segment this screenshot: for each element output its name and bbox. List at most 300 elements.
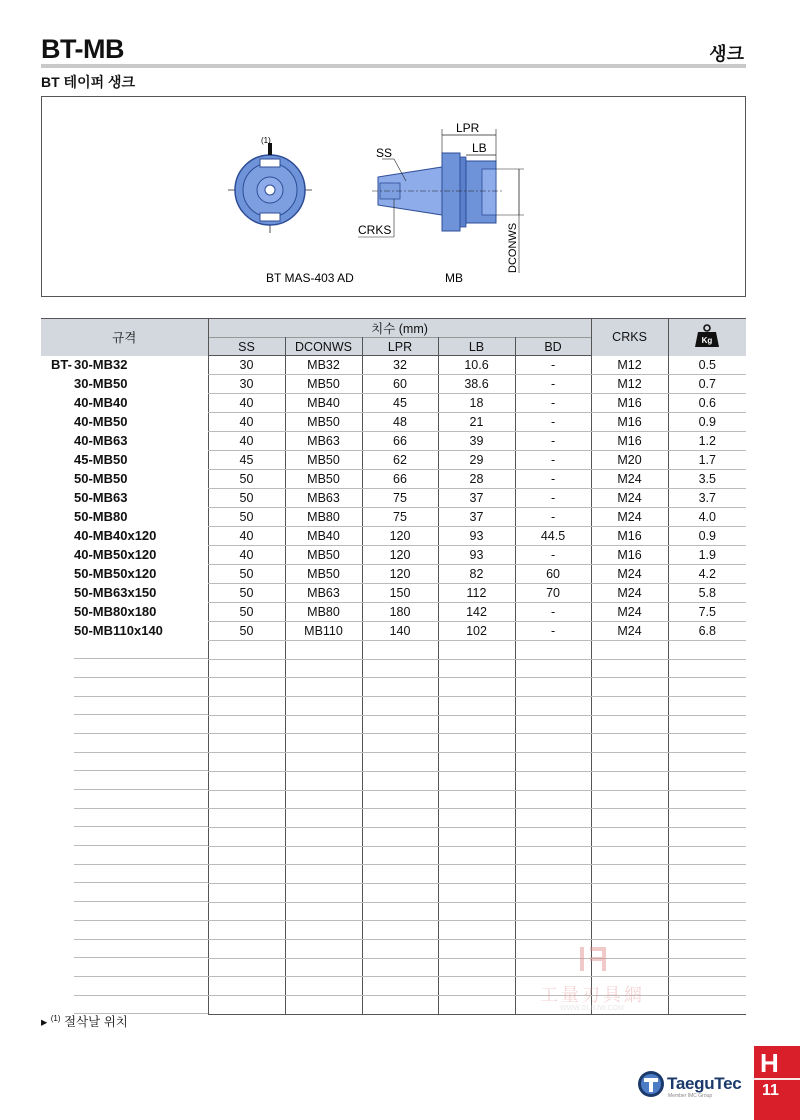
empty-cell	[438, 883, 515, 902]
cell-ss: 50	[208, 470, 285, 489]
cell-lpr: 120	[362, 527, 438, 546]
empty-cell	[41, 977, 208, 996]
cell-ss: 40	[208, 413, 285, 432]
empty-cell	[515, 678, 591, 697]
header-ss: SS	[208, 338, 285, 356]
empty-cell	[285, 697, 362, 716]
table-row	[41, 508, 746, 527]
model-cell	[41, 565, 208, 584]
empty-cell	[668, 734, 746, 753]
cell-dconws: MB32	[285, 356, 362, 375]
empty-cell	[41, 958, 208, 977]
cell-lb: 93	[438, 527, 515, 546]
header-dconws: DCONWS	[285, 338, 362, 356]
cell-lb: 38.6	[438, 375, 515, 394]
model-name: 30-MB50	[74, 376, 128, 391]
taegutec-logo	[636, 1069, 746, 1099]
model-cell	[41, 394, 208, 413]
empty-cell	[438, 827, 515, 846]
cell-bd: -	[515, 432, 591, 451]
empty-row	[41, 809, 746, 828]
empty-row	[41, 753, 746, 772]
empty-cell	[285, 883, 362, 902]
page-number: 11	[762, 1082, 779, 1099]
front-view-icon	[228, 143, 312, 233]
empty-cell	[591, 715, 668, 734]
empty-cell	[285, 659, 362, 678]
table-row	[41, 470, 746, 489]
model-cell	[41, 451, 208, 470]
empty-cell	[41, 883, 208, 902]
table-row	[41, 584, 746, 603]
lb-label: LB	[472, 141, 487, 155]
empty-row	[41, 715, 746, 734]
empty-cell	[208, 715, 285, 734]
empty-cell	[362, 846, 438, 865]
empty-cell	[41, 678, 208, 697]
cell-bd: 60	[515, 565, 591, 584]
empty-cell	[362, 809, 438, 828]
cell-lb: 37	[438, 489, 515, 508]
header-lpr: LPR	[362, 338, 438, 356]
footnote-text: 절삭날 위치	[64, 1015, 128, 1029]
cell-crks: M24	[591, 603, 668, 622]
empty-cell	[668, 921, 746, 940]
empty-cell	[438, 771, 515, 790]
section-letter: H	[760, 1048, 779, 1078]
empty-cell	[285, 715, 362, 734]
empty-cell	[668, 865, 746, 884]
cell-dconws: MB63	[285, 489, 362, 508]
table-row	[41, 413, 746, 432]
cell-kg: 4.2	[668, 565, 746, 584]
empty-cell	[668, 809, 746, 828]
ss-label: SS	[376, 146, 393, 160]
empty-cell	[208, 996, 285, 1015]
cell-lpr: 75	[362, 508, 438, 527]
empty-cell	[438, 958, 515, 977]
cell-kg: 0.9	[668, 527, 746, 546]
model-name: 50-MB50x120	[74, 566, 157, 581]
cell-ss: 30	[208, 356, 285, 375]
empty-cell	[208, 641, 285, 660]
cell-crks: M12	[591, 356, 668, 375]
cell-ss: 50	[208, 508, 285, 527]
empty-cell	[438, 902, 515, 921]
cell-ss: 40	[208, 432, 285, 451]
empty-row	[41, 846, 746, 865]
empty-cell	[515, 715, 591, 734]
empty-row	[41, 734, 746, 753]
empty-cell	[41, 846, 208, 865]
table-row	[41, 432, 746, 451]
empty-cell	[438, 790, 515, 809]
empty-cell	[362, 753, 438, 772]
weight-icon	[694, 324, 720, 348]
cell-lb: 10.6	[438, 356, 515, 375]
header-spec: 규격	[41, 319, 208, 356]
empty-cell	[668, 790, 746, 809]
cell-lpr: 120	[362, 565, 438, 584]
cell-dconws: MB40	[285, 527, 362, 546]
cell-ss: 45	[208, 451, 285, 470]
empty-cell	[362, 715, 438, 734]
empty-cell	[668, 678, 746, 697]
header-bd: BD	[515, 338, 591, 356]
cell-ss: 50	[208, 603, 285, 622]
model-name: 50-MB50	[74, 471, 128, 486]
empty-cell	[285, 958, 362, 977]
cell-lpr: 45	[362, 394, 438, 413]
cell-lb: 93	[438, 546, 515, 565]
model-name: 50-MB80x180	[74, 604, 157, 619]
empty-cell	[285, 771, 362, 790]
empty-cell	[515, 734, 591, 753]
empty-cell	[362, 697, 438, 716]
section-band	[754, 1078, 800, 1080]
empty-cell	[362, 902, 438, 921]
cell-lb: 112	[438, 584, 515, 603]
empty-cell	[438, 659, 515, 678]
model-name: 50-MB80	[74, 509, 128, 524]
cell-ss: 40	[208, 527, 285, 546]
cell-crks: M24	[591, 622, 668, 641]
footnote-marker: ▸	[41, 1015, 48, 1029]
model-name: 40-MB40x120	[74, 528, 157, 543]
empty-row	[41, 827, 746, 846]
cell-bd: -	[515, 470, 591, 489]
cell-bd: -	[515, 603, 591, 622]
empty-cell	[438, 753, 515, 772]
empty-cell	[208, 697, 285, 716]
empty-cell	[41, 659, 208, 678]
model-cell	[41, 413, 208, 432]
empty-cell	[668, 641, 746, 660]
cell-dconws: MB50	[285, 470, 362, 489]
cell-lb: 28	[438, 470, 515, 489]
empty-cell	[591, 734, 668, 753]
empty-cell	[41, 940, 208, 959]
cell-dconws: MB80	[285, 508, 362, 527]
cell-lb: 37	[438, 508, 515, 527]
empty-cell	[41, 697, 208, 716]
empty-cell	[362, 883, 438, 902]
crks-label: CRKS	[358, 223, 392, 237]
cell-lpr: 60	[362, 375, 438, 394]
model-cell	[41, 432, 208, 451]
empty-cell	[438, 846, 515, 865]
cell-crks: M16	[591, 527, 668, 546]
footnote-mark: (1)	[261, 136, 271, 145]
empty-cell	[285, 846, 362, 865]
weight-icon-label: Kg	[701, 335, 713, 345]
model-name: 40-MB50	[74, 414, 128, 429]
empty-cell	[515, 883, 591, 902]
empty-cell	[591, 659, 668, 678]
empty-row	[41, 771, 746, 790]
cell-crks: M20	[591, 451, 668, 470]
table-row	[41, 622, 746, 641]
empty-cell	[438, 734, 515, 753]
empty-cell	[285, 809, 362, 828]
empty-cell	[438, 697, 515, 716]
empty-row	[41, 641, 746, 660]
table-row	[41, 375, 746, 394]
cell-dconws: MB50	[285, 375, 362, 394]
empty-cell	[208, 753, 285, 772]
footnote	[41, 1012, 128, 1030]
spec-table-body	[41, 356, 746, 1015]
cell-dconws: MB50	[285, 451, 362, 470]
empty-cell	[362, 921, 438, 940]
cell-lb: 39	[438, 432, 515, 451]
empty-cell	[208, 883, 285, 902]
empty-cell	[591, 865, 668, 884]
footnote-sup: (1)	[50, 1013, 61, 1023]
cell-lb: 29	[438, 451, 515, 470]
empty-cell	[438, 977, 515, 996]
table-row	[41, 489, 746, 508]
category-label: 생크	[709, 44, 744, 64]
empty-cell	[591, 921, 668, 940]
cell-crks: M16	[591, 432, 668, 451]
header-weight	[668, 319, 746, 356]
watermark	[530, 945, 680, 1015]
cell-ss: 30	[208, 375, 285, 394]
empty-cell	[515, 846, 591, 865]
empty-cell	[208, 771, 285, 790]
empty-cell	[208, 809, 285, 828]
empty-cell	[285, 940, 362, 959]
empty-row	[41, 883, 746, 902]
empty-cell	[515, 865, 591, 884]
empty-cell	[362, 940, 438, 959]
empty-cell	[362, 790, 438, 809]
model-name: 50-MB63x150	[74, 585, 157, 600]
model-cell	[41, 584, 208, 603]
model-name: 50-MB63	[74, 490, 128, 505]
empty-cell	[515, 771, 591, 790]
cell-kg: 0.5	[668, 356, 746, 375]
empty-cell	[438, 865, 515, 884]
section-tab	[754, 1046, 800, 1120]
table-row	[41, 527, 746, 546]
empty-cell	[515, 641, 591, 660]
empty-cell	[668, 883, 746, 902]
empty-cell	[208, 977, 285, 996]
header-crks: CRKS	[591, 319, 668, 356]
empty-cell	[41, 641, 208, 660]
cell-ss: 40	[208, 546, 285, 565]
cell-crks: M16	[591, 413, 668, 432]
cell-crks: M24	[591, 584, 668, 603]
cell-lpr: 66	[362, 470, 438, 489]
empty-row	[41, 921, 746, 940]
cell-bd: -	[515, 394, 591, 413]
empty-cell	[438, 940, 515, 959]
empty-cell	[591, 678, 668, 697]
table-row	[41, 451, 746, 470]
model-cell	[41, 546, 208, 565]
cell-bd: -	[515, 508, 591, 527]
cell-kg: 7.5	[668, 603, 746, 622]
empty-cell	[362, 827, 438, 846]
empty-cell	[208, 734, 285, 753]
cell-lb: 82	[438, 565, 515, 584]
empty-cell	[285, 753, 362, 772]
cell-bd: -	[515, 375, 591, 394]
watermark-text: 工量刃具網	[540, 985, 645, 1005]
model-name: 40-MB63	[74, 433, 128, 448]
empty-cell	[515, 753, 591, 772]
cell-bd: -	[515, 622, 591, 641]
empty-cell	[515, 809, 591, 828]
cell-dconws: MB63	[285, 432, 362, 451]
empty-cell	[41, 809, 208, 828]
cell-kg: 4.0	[668, 508, 746, 527]
cell-crks: M24	[591, 489, 668, 508]
empty-cell	[668, 902, 746, 921]
empty-cell	[208, 827, 285, 846]
empty-cell	[362, 996, 438, 1015]
cell-kg: 0.7	[668, 375, 746, 394]
empty-cell	[41, 902, 208, 921]
empty-cell	[285, 902, 362, 921]
title-rule	[41, 64, 746, 68]
empty-cell	[41, 715, 208, 734]
empty-cell	[285, 790, 362, 809]
model-cell	[41, 489, 208, 508]
empty-cell	[208, 958, 285, 977]
empty-cell	[591, 771, 668, 790]
empty-cell	[515, 659, 591, 678]
model-cell	[41, 508, 208, 527]
empty-cell	[362, 977, 438, 996]
empty-cell	[41, 790, 208, 809]
empty-cell	[208, 659, 285, 678]
page-subtitle: BT 테이퍼 생크	[41, 74, 136, 90]
empty-cell	[285, 921, 362, 940]
table-row	[41, 394, 746, 413]
taegutec-logo-icon	[636, 1069, 666, 1099]
cell-kg: 0.9	[668, 413, 746, 432]
table-row	[41, 546, 746, 565]
watermark-url: WWW.GLRJW.COM	[560, 1005, 624, 1012]
cell-kg: 1.2	[668, 432, 746, 451]
empty-cell	[668, 846, 746, 865]
empty-cell	[438, 678, 515, 697]
empty-cell	[208, 846, 285, 865]
watermark-logo-icon	[530, 945, 680, 985]
cell-kg: 3.5	[668, 470, 746, 489]
empty-cell	[41, 865, 208, 884]
model-prefix: BT-	[51, 357, 72, 372]
model-cell	[41, 527, 208, 546]
cell-bd: -	[515, 489, 591, 508]
cell-lpr: 180	[362, 603, 438, 622]
cell-lpr: 150	[362, 584, 438, 603]
cell-lpr: 48	[362, 413, 438, 432]
empty-cell	[438, 641, 515, 660]
empty-cell	[208, 678, 285, 697]
empty-cell	[515, 697, 591, 716]
cell-crks: M24	[591, 565, 668, 584]
cell-lpr: 75	[362, 489, 438, 508]
empty-cell	[208, 865, 285, 884]
empty-cell	[591, 827, 668, 846]
cell-dconws: MB50	[285, 546, 362, 565]
empty-row	[41, 659, 746, 678]
empty-cell	[362, 958, 438, 977]
model-name: 40-MB50x120	[74, 547, 157, 562]
cell-bd: -	[515, 546, 591, 565]
empty-cell	[591, 753, 668, 772]
header-dimensions: 치수 (mm)	[208, 319, 591, 338]
cell-bd: -	[515, 451, 591, 470]
cell-lb: 21	[438, 413, 515, 432]
cell-kg: 3.7	[668, 489, 746, 508]
cell-crks: M12	[591, 375, 668, 394]
cell-kg: 6.8	[668, 622, 746, 641]
empty-cell	[515, 921, 591, 940]
empty-cell	[208, 902, 285, 921]
empty-cell	[208, 940, 285, 959]
empty-cell	[438, 921, 515, 940]
brand-name: TaeguTec	[667, 1074, 742, 1093]
cell-kg: 5.8	[668, 584, 746, 603]
empty-cell	[362, 678, 438, 697]
cell-ss: 50	[208, 489, 285, 508]
empty-cell	[591, 790, 668, 809]
cell-dconws: MB50	[285, 565, 362, 584]
empty-cell	[668, 715, 746, 734]
table-row	[41, 565, 746, 584]
empty-cell	[41, 921, 208, 940]
table-row	[41, 603, 746, 622]
cell-bd: -	[515, 413, 591, 432]
table-row	[41, 356, 746, 375]
cell-lb: 142	[438, 603, 515, 622]
empty-cell	[668, 753, 746, 772]
cell-bd: 44.5	[515, 527, 591, 546]
model-cell	[41, 470, 208, 489]
empty-cell	[591, 883, 668, 902]
model-cell	[41, 622, 208, 641]
lpr-label: LPR	[456, 121, 480, 135]
empty-cell	[285, 641, 362, 660]
cell-bd: 70	[515, 584, 591, 603]
empty-cell	[668, 771, 746, 790]
empty-cell	[208, 790, 285, 809]
model-name: 40-MB40	[74, 395, 128, 410]
empty-cell	[515, 790, 591, 809]
empty-cell	[285, 996, 362, 1015]
bt-caption: BT MAS-403 AD	[266, 271, 354, 285]
cell-dconws: MB110	[285, 622, 362, 641]
empty-cell	[668, 659, 746, 678]
empty-cell	[362, 659, 438, 678]
empty-cell	[285, 678, 362, 697]
page-title: BT-MB	[41, 34, 124, 64]
cell-dconws: MB63	[285, 584, 362, 603]
empty-row	[41, 902, 746, 921]
cell-lpr: 120	[362, 546, 438, 565]
cell-dconws: MB80	[285, 603, 362, 622]
dconws-label: DCONWS	[507, 222, 519, 273]
empty-cell	[41, 734, 208, 753]
spec-table	[41, 318, 746, 1015]
empty-cell	[591, 641, 668, 660]
